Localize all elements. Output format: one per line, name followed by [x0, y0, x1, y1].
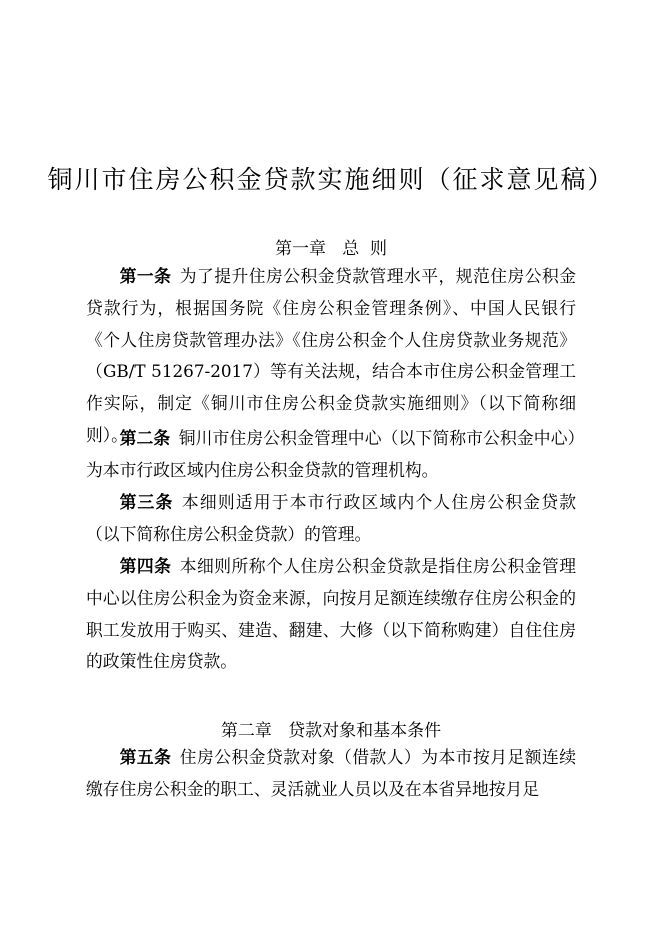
article-number: 第一条	[119, 266, 172, 286]
chapter-heading: 第二章 贷款对象和基本条件	[220, 721, 442, 741]
article-text: 为了提升住房公积金贷款管理水平，规范住房公积金贷款行为，根据国务院《住房公积金管理条例》、中国人民银行《个人住房贷款管理办法》《住房公积金个人住房贷款业务规范》（GB/T 51267-2017）等有关法规，结合本市住房公积金管理工作实际，制定《铜川市住房公积金贷款实施细则》（以下简称细则）。	[86, 266, 576, 445]
article-number: 第五条	[119, 747, 172, 767]
chapter-heading: 第一章 总 则	[274, 239, 388, 259]
article-number: 第二条	[119, 428, 171, 448]
article-text: 本细则所称个人住房公积金贷款是指住房公积金管理中心以住房公积金为资金来源，向按月足额连续缴存住房公积金的职工发放用于购买、建造、翻建、大修（以下简称购建）自住住房的政策性住房贷款。	[86, 556, 576, 672]
article-paragraph	[86, 487, 576, 551]
article-number: 第四条	[119, 556, 172, 576]
article-paragraph	[86, 551, 576, 678]
document-title: 铜川市住房公积金贷款实施细则（征求意见稿）	[47, 165, 615, 194]
article-paragraph	[86, 423, 576, 487]
article-number: 第三条	[119, 492, 174, 512]
article-paragraph	[86, 742, 576, 806]
article-text: 住房公积金贷款对象（借款人）为本市按月足额连续缴存住房公积金的职工、灵活就业人员以及在本省异地按月足	[86, 747, 576, 799]
article-text: 本细则适用于本市行政区域内个人住房公积金贷款（以下简称住房公积金贷款）的管理。	[86, 492, 576, 544]
article-text: 铜川市住房公积金管理中心（以下简称市公积金中心）为本市行政区域内住房公积金贷款的管理机构。	[86, 428, 576, 480]
